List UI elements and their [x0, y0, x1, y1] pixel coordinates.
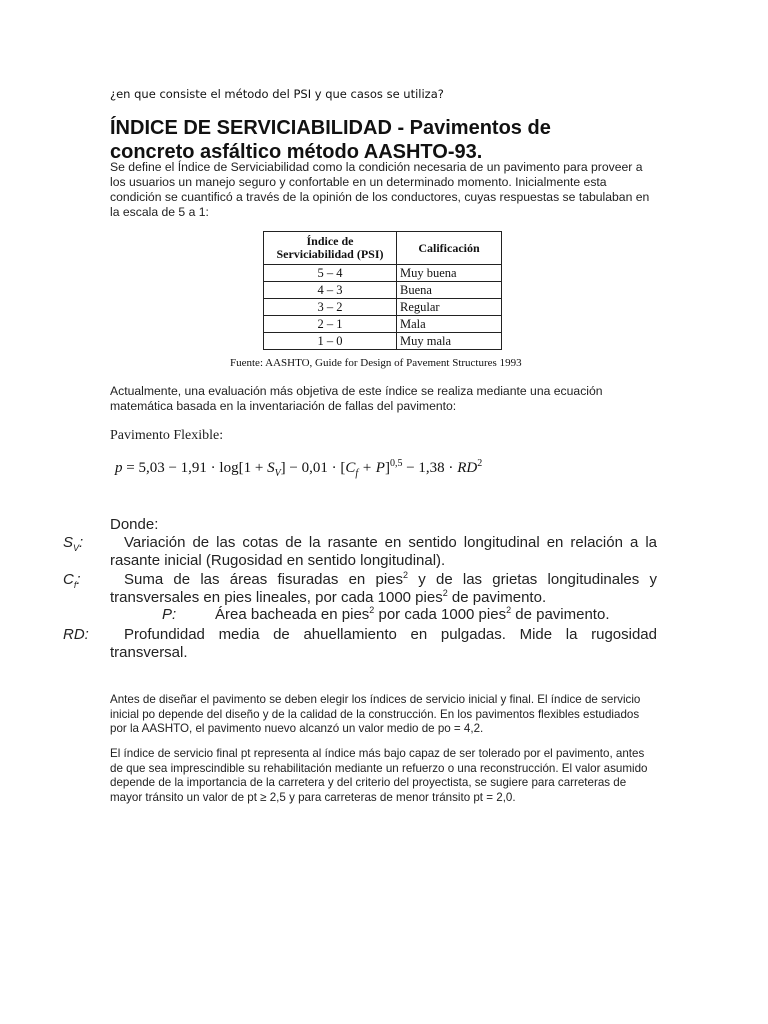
formula-part: ] — [384, 460, 390, 476]
psi-formula — [115, 458, 482, 479]
definition-text: Profundidad media de ahuellamiento en pulgadas. Mide la rugosidad transversal. — [110, 626, 657, 661]
formula-cf: C — [345, 460, 356, 476]
header-psi: Índice de Serviciabilidad (PSI) — [264, 232, 397, 265]
initial-index-paragraph: Antes de diseñar el pavimento se deben elegir los índices de servicio inicial y final. El índice de servicio inicial po depende del diseño y de la calidad de la construcción. En los pavimentos flexibles estudiados por la AASHTO, el pavimento nuevo alcanzó un valor medio de po = 4,2. — [110, 693, 641, 735]
formula-sv-sub: V — [274, 468, 281, 479]
definition-text: Variación de las cotas de la rasante en sentido longitudinal en relación a la rasante inicial (Rugosidad en sentido longitudinal). — [110, 534, 657, 569]
psi-rating: Muy buena — [397, 265, 502, 282]
psi-rating-table — [263, 231, 502, 350]
formula-part: = 5,03 − 1,91 · log — [122, 460, 239, 476]
psi-range: 5 – 4 — [264, 265, 397, 282]
psi-range: 3 – 2 — [264, 299, 397, 316]
psi-rating: Buena — [397, 282, 502, 299]
formula-part: [1 + — [238, 460, 268, 476]
table-row — [264, 316, 502, 333]
table-source-caption: Fuente: AASHTO, Guide for Design of Pavement Structures 1993 — [230, 357, 522, 369]
question-heading: ¿en que consiste el método del PSI y que casos se utiliza? — [110, 87, 444, 101]
table-row — [264, 299, 502, 316]
formula-part: ] − 0,01 · [ — [280, 460, 346, 476]
psi-rating: Mala — [397, 316, 502, 333]
flexible-pavement-label: Pavimento Flexible: — [110, 428, 224, 443]
table-row — [264, 265, 502, 282]
definition-rd — [63, 626, 657, 662]
header-rating: Calificación — [397, 232, 502, 265]
table-row — [264, 282, 502, 299]
formula-cf-sub: f — [355, 468, 359, 479]
formula-part: + P — [358, 460, 385, 476]
definition-cf: $C_f$: Suma de las áreas fisuradas en pies$^2$ y de las grietas longitudinales y transversales en pies lineales, por cada 1000 pies$^2$ de pavimento. — [63, 570, 657, 606]
symbol-rd: RD: — [63, 626, 89, 643]
page-title: ÍNDICE DE SERVICIABILIDAD - Pavimentos de concreto asfáltico método AASHTO-93. — [110, 117, 551, 163]
symbol-sv: $S_V$: — [63, 534, 84, 553]
formula-sv: S — [267, 460, 275, 476]
where-label: Donde: — [110, 516, 159, 533]
psi-range: 2 – 1 — [264, 316, 397, 333]
psi-rating: Regular — [397, 299, 502, 316]
formula-part: − 1,38 · — [402, 460, 458, 476]
formula-p: p — [115, 460, 123, 476]
definition-p: P: Área bacheada en pies$^2$ por cada 1000 pies$^2$ de pavimento. — [162, 605, 610, 623]
table-header-row — [264, 232, 502, 265]
final-index-paragraph: El índice de servicio final pt representa al índice más bajo capaz de ser tolerado por el pavimento, antes de que sea imprescindible su rehabilitación mediante un refuerzo o una reconstrucción. El valor asumido depende de la importancia de la carretera y del criterio del proyectista, se sugiere para carreteras de mayor tránsito un valor de pt ≥ 2,5 y para carreteras de menor tránsito pt = 2,0. — [110, 747, 648, 804]
formula-rd: RD — [457, 460, 478, 476]
symbol-p: P: — [162, 606, 177, 623]
symbol-cf: $C_f$: — [63, 571, 81, 590]
psi-range: 4 – 3 — [264, 282, 397, 299]
psi-range: 1 – 0 — [264, 333, 397, 350]
definition-sv — [63, 534, 657, 570]
intro-paragraph: Se define el Índice de Serviciabilidad como la condición necesaria de un pavimento para proveer a los usuarios un manejo seguro y confortable en un determinado momento. Inicialmente esta condición se cuantificó a través de la opinión de los conductores, cuyas respuestas se tabulaban en la escala de 5 a 1: — [110, 160, 650, 219]
psi-rating: Muy mala — [397, 333, 502, 350]
evaluation-paragraph: Actualmente, una evaluación más objetiva de este índice se realiza mediante una ecuación matemática basada en la inventariación de fallas del pavimento: — [110, 384, 603, 413]
formula-exponent: 0,5 — [389, 458, 403, 469]
formula-rd-exponent: 2 — [477, 458, 483, 469]
table-row — [264, 333, 502, 350]
